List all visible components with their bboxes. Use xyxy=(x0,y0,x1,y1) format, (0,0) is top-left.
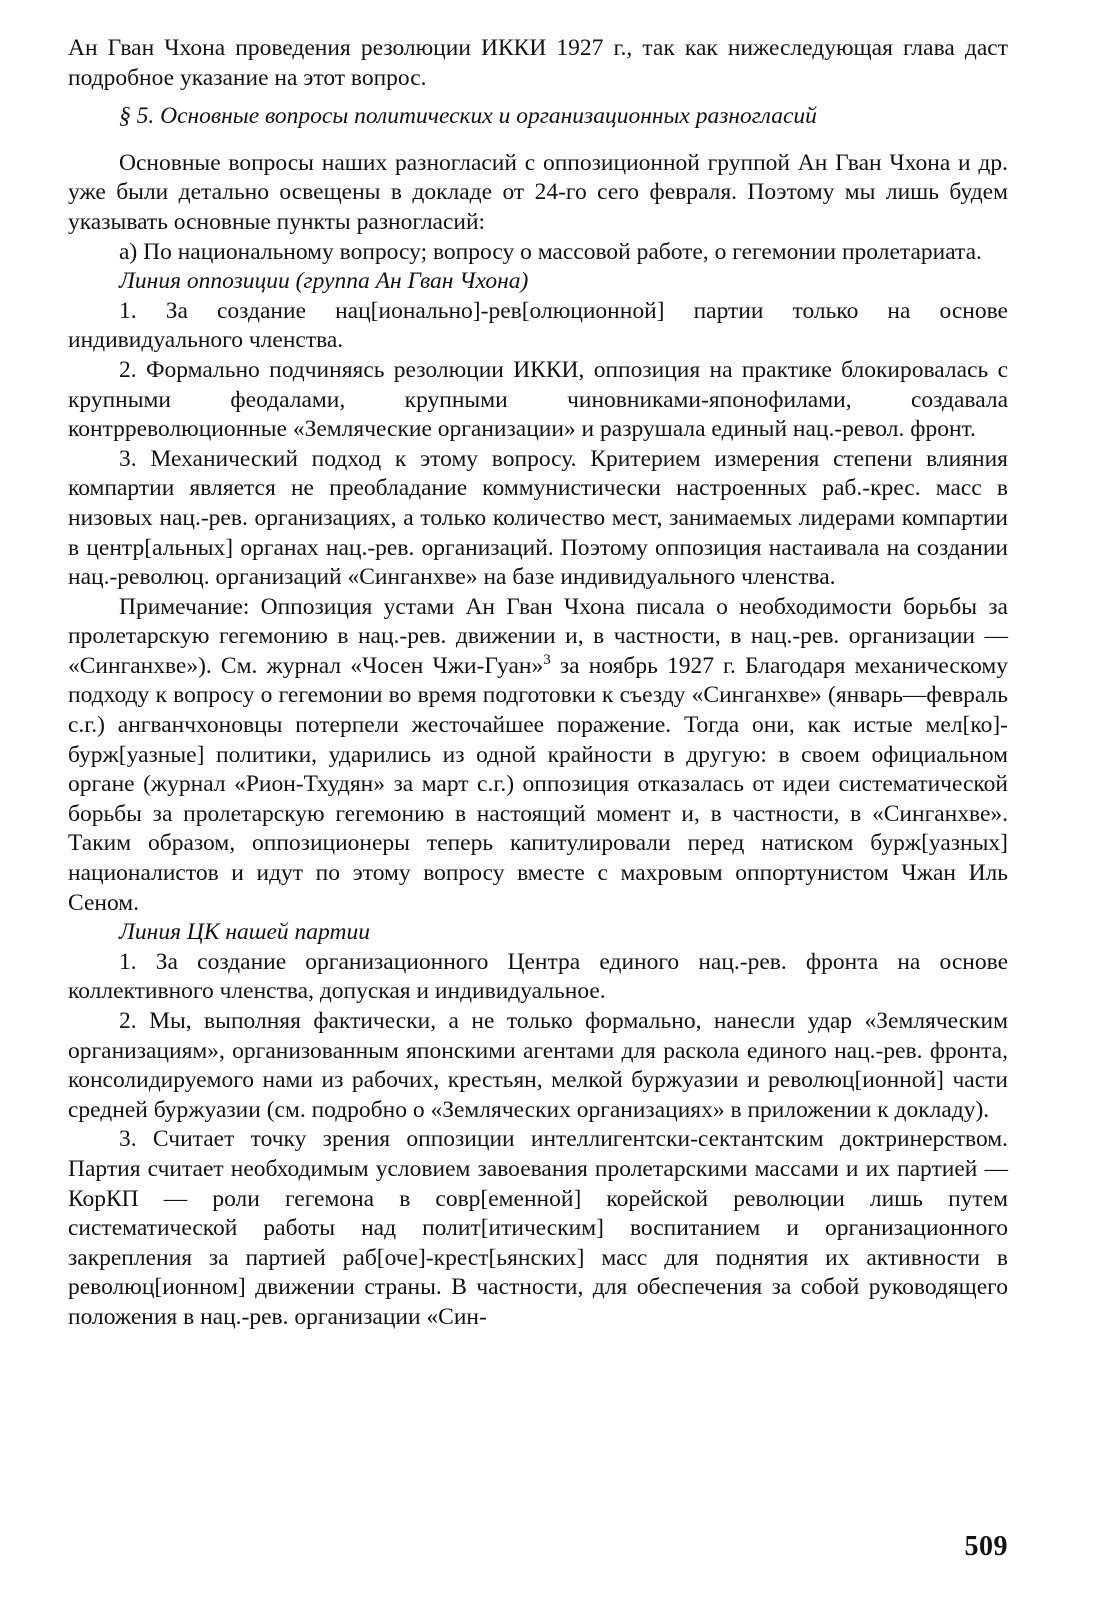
opposition-note xyxy=(68,593,1008,919)
paragraph-intro: Основные вопросы наших разногласий с оппозиционной группой Ан Гван Чхона и др. уже были детально освещены в докладе от 24-го сего февраля. Поэтому мы лишь будем указывать основные пункты разногласий: xyxy=(68,149,1008,235)
footnote-ref: 3 xyxy=(543,651,551,668)
note-text-after: за ноябрь 1927 г. Благодаря механическому подходу к вопросу о гегемонии во время подготовки к съезду «Синганхве» (январь—февраль с.г.) ангванчхоновцы потерпели жесточайшее поражение. Тогда они, как истые мел[ко]-бурж[уазные] политики, ударились из одной крайности в другую: в своем официальном органе (журнал «Рион-Тхудян» за март с.г.) оппозиция отказалась от идеи систематической борьбы за пролетарскую гегемонию в настоящий момент и, в частности, в «Синганхве». Таким образом, оппозиционеры теперь капитулировали перед натиском бурж[уазных] националистов и идут по этому вопросу вместе с махровым оппортунистом Чжан Иль Сеном. xyxy=(68,652,1008,916)
opposition-item-2: 2. Формально подчиняясь резолюции ИККИ, оппозиция на практике блокировалась с крупными феодалами, крупными чиновниками-японофилами, создавала контрреволюционные «Земляческие организации» и разрушала единый нац.-револ. фронт. xyxy=(68,356,1008,443)
subheading-ck-line: Линия ЦК нашей партии xyxy=(119,919,370,946)
paragraph-continuation: Ан Гван Чхона проведения резолюции ИККИ 1927 г., так как нижеследующая глава даст подробное указание на этот вопрос. xyxy=(68,35,1008,91)
ck-item-3: 3. Считает точку зрения оппозиции интеллигентски-сектантским доктринерством. Партия считает необходимым условием завоевания пролетарскими массами и их партией — КорКП — роли гегемона в совр[еменной] корейской революции лишь путем систематической работы над полит[итическим] воспитанием и организационного закрепления за партией раб[оче]-крест[ьянских] масс для поднятия их активности в революц[ионном] движении страны. В частности, для обеспечения за собой руководящего положения в нац.-рев. организации «Син- xyxy=(68,1126,1008,1330)
page-number: 509 xyxy=(964,1531,1008,1562)
section-heading: § 5. Основные вопросы политических и организационных разногласий xyxy=(119,103,817,130)
ck-item-2: 2. Мы, выполняя фактически, а не только формально, нанесли удар «Земляческим организациям», организованным японскими агентами для раскола единого нац.-рев. фронта, консолидируемого нами из рабочих, крестьян, мелкой буржуазии и революц[ионной] части средней буржуазии (см. подробно о «Земляческих организациях» в приложении к докладу). xyxy=(68,1008,1008,1123)
note-text-before: Примечание: Оппозиция устами Ан Гван Чхона писала о необходимости борьбы за пролетарскую гегемонию в нац.-рев. движении и, в частности, в нац.-рев. организации — «Синганхве»). См. журнал «Чосен Чжи-Гуан» xyxy=(68,593,1008,679)
subheading-opposition-line: Линия оппозиции (группа Ан Гван Чхона) xyxy=(119,268,529,295)
opposition-item-3: 3. Механический подход к этому вопросу. Критерием измерения степени влияния компартии является не преобладание коммунистически настроенных раб.-крес. масс в низовых нац.-рев. организациях, а только количество мест, занимаемых лидерами компартии в центр[альных] органах нац.-рев. организаций. Поэтому оппозиция настаивала на создании нац.-революц. организаций «Синганхве» на базе индивидуального членства. xyxy=(68,445,1008,591)
opposition-item-1: 1. За создание нац[ионально]-рев[олюционной] партии только на основе индивидуального членства. xyxy=(68,297,1008,354)
paragraph-point-a: а) По национальному вопросу; вопросу о массовой работе, о гегемонии пролетариата. xyxy=(119,238,982,265)
document-page xyxy=(68,34,1008,1333)
ck-item-1: 1. За создание организационного Центра единого нац.-рев. фронта на основе коллективного членства, допуская и индивидуальное. xyxy=(68,948,1008,1005)
